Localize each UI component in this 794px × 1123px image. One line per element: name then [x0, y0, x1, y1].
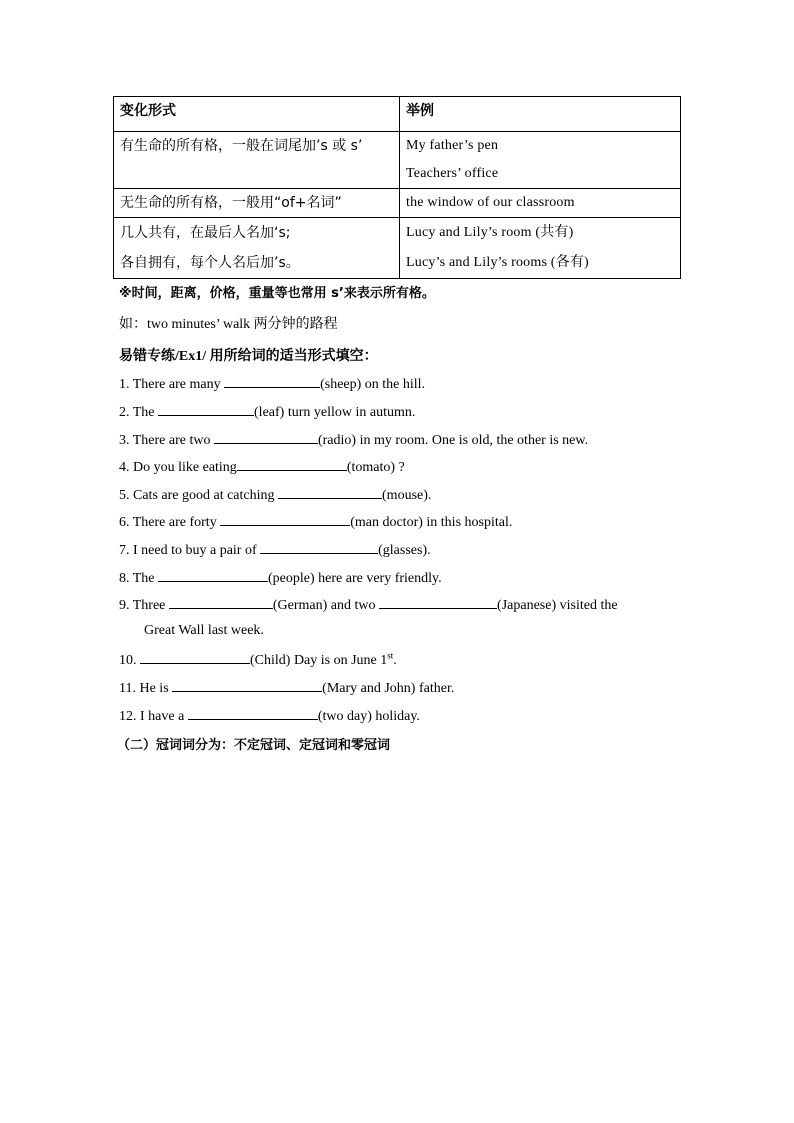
possessive-note: ※时间，距离，价格，重量等也常用 s’来表示所有格。 — [119, 286, 435, 301]
table-row — [114, 132, 681, 189]
answer-blank[interactable] — [220, 512, 350, 526]
answer-blank[interactable] — [158, 402, 254, 416]
table-row — [114, 189, 681, 218]
example-line: 如：two minutes’ walk 两分钟的路程 — [119, 317, 338, 332]
section-heading: （二）冠词词分为：不定冠词、定冠词和零冠词 — [117, 738, 391, 753]
answer-blank[interactable] — [214, 430, 318, 444]
answer-blank[interactable] — [188, 706, 318, 720]
exercise-item: 1. There are many (sheep) on the hill. — [119, 374, 425, 393]
exercise-item: 10. (Child) Day is on June 1st. — [119, 650, 397, 668]
example-text: My father’s pen — [406, 138, 499, 153]
example-text: the window of our classroom — [406, 195, 575, 210]
exercise-item: 4. Do you like eating (tomato) ? — [119, 457, 405, 476]
possessive-rules-table — [113, 96, 681, 279]
exercise-item: 7. I need to buy a pair of (glasses). — [119, 540, 431, 559]
rule-text: 各自拥有，每个人名后加’s。 — [120, 255, 300, 271]
answer-blank[interactable] — [158, 568, 268, 582]
exercise-item: 11. He is (Mary and John) father. — [119, 678, 454, 697]
answer-blank[interactable] — [172, 678, 322, 692]
table-row — [114, 218, 681, 279]
rule-text: 有生命的所有格，一般在词尾加’s 或 s’ — [120, 138, 363, 154]
exercise-continuation: Great Wall last week. — [144, 623, 264, 638]
example-text: Lucy and Lily’s room (共有) — [406, 225, 574, 240]
answer-blank[interactable] — [278, 485, 382, 499]
rule-text: 无生命的所有格，一般用“of+名词” — [120, 195, 342, 211]
answer-blank[interactable] — [224, 374, 320, 388]
exercise-item: 3. There are two (radio) in my room. One is old, the other is new. — [119, 430, 588, 449]
table-header-row — [114, 97, 681, 132]
exercise-item: 12. I have a (two day) holiday. — [119, 706, 420, 725]
answer-blank[interactable] — [260, 540, 378, 554]
exercise-item: 8. The (people) here are very friendly. — [119, 568, 442, 587]
exercise-item: 2. The (leaf) turn yellow in autumn. — [119, 402, 415, 421]
example-text: Lucy’s and Lily’s rooms (各有) — [406, 255, 589, 270]
exercise-item: 9. Three (German) and two (Japanese) visited the — [119, 595, 618, 614]
header-example: 举例 — [400, 97, 681, 132]
answer-blank[interactable] — [379, 595, 497, 609]
answer-blank[interactable] — [237, 457, 347, 471]
header-form: 变化形式 — [114, 97, 400, 132]
example-text: Teachers’ office — [406, 166, 499, 181]
exercise-item: 6. There are forty (man doctor) in this hospital. — [119, 512, 512, 531]
exercise-title: 易错专练/Ex1/ 用所给词的适当形式填空： — [119, 349, 378, 364]
answer-blank[interactable] — [140, 650, 250, 664]
exercise-item: 5. Cats are good at catching (mouse). — [119, 485, 431, 504]
rule-text: 几人共有，在最后人名加‘s; — [120, 225, 291, 241]
answer-blank[interactable] — [169, 595, 273, 609]
